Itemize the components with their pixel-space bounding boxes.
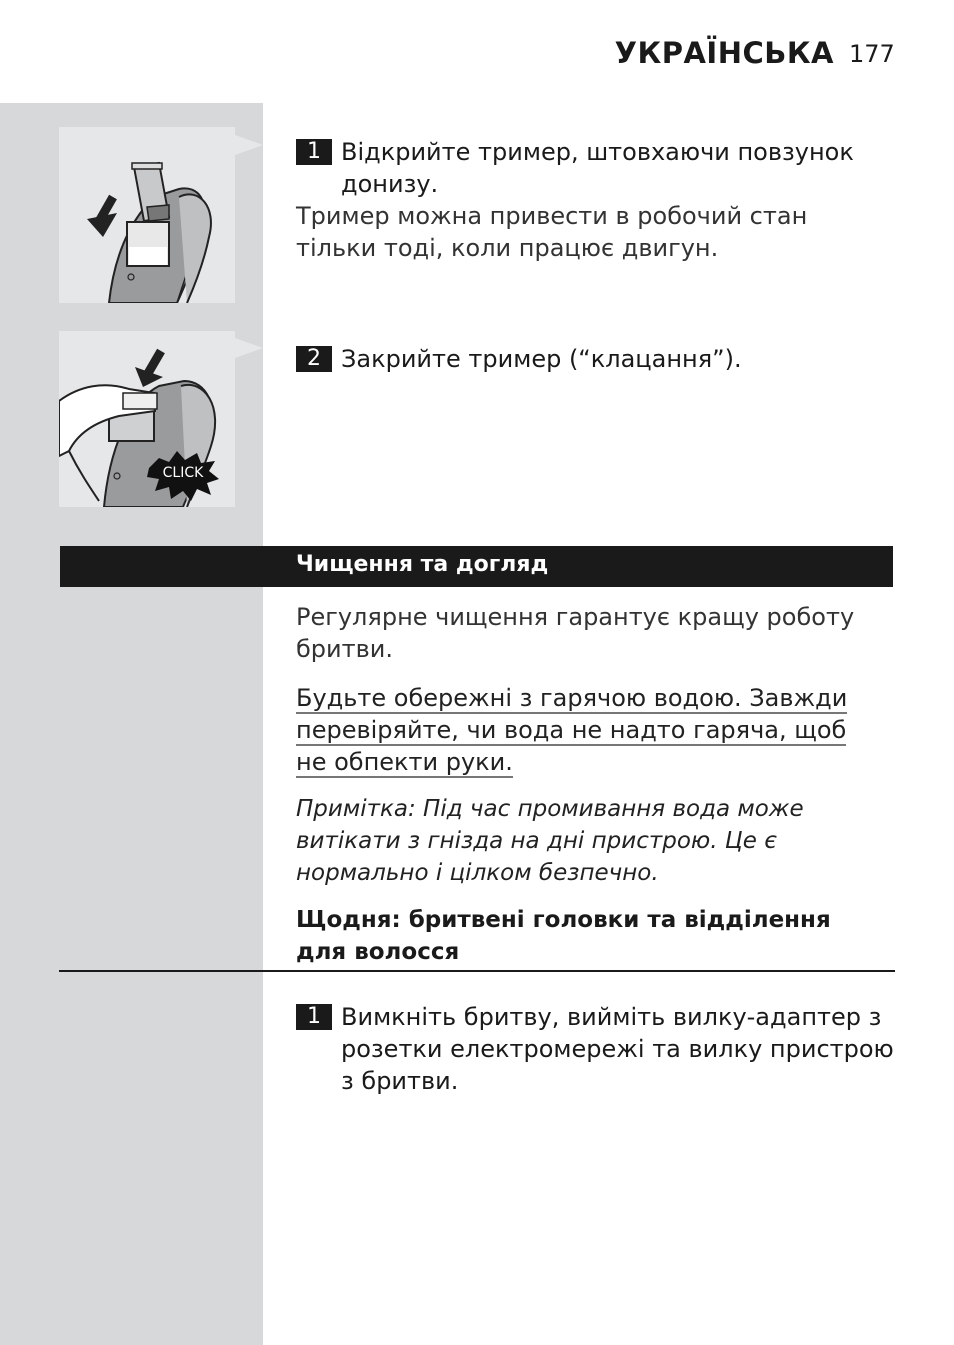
step-text: Відкрийте тример, штовхаючи повзунок донизу. xyxy=(341,138,854,198)
step-number: 1 xyxy=(296,139,332,165)
step-open-trimmer xyxy=(296,136,896,200)
step-note: Тример можна привести в робочий стан тільки тоді, коли працює двигун. xyxy=(296,202,808,262)
step-number: 2 xyxy=(296,346,332,372)
section-header-bar xyxy=(60,546,893,587)
language-header: УКРАЇНСЬКА xyxy=(614,36,834,70)
subheading: Щодня: бритвені головки та відділення для волосся xyxy=(296,907,831,965)
section-title: Чищення та догляд xyxy=(296,552,549,577)
trimmer-open-arrow-illustration xyxy=(59,127,235,303)
warning-text xyxy=(296,682,876,778)
trimmer-close-illustration xyxy=(59,331,235,507)
warning-underlined: Будьте обережні з гарячою водою. Завжди перевіряйте, чи вода не надто гаряча, щоб не обпекти руки. xyxy=(296,684,848,776)
figure-pointer xyxy=(235,135,263,155)
figure-pointer xyxy=(235,338,263,358)
trimmer-open-illustration xyxy=(59,127,235,303)
down-arrow-icon xyxy=(135,351,163,387)
section-intro: Регулярне чищення гарантує кращу роботу бритви. xyxy=(296,603,855,663)
page-number: 177 xyxy=(849,40,895,68)
step-number: 1 xyxy=(296,1004,332,1030)
step-unplug-shaver xyxy=(296,1001,896,1097)
divider-rule xyxy=(59,970,895,972)
step-text: Вимкніть бритву, вийміть вилку-адаптер з розетки електромережі та вилку пристрою з бритви. xyxy=(341,1003,894,1095)
trimmer-close-click-illustration xyxy=(59,331,235,507)
click-badge-label: CLICK xyxy=(162,465,204,481)
note-text: Примітка: Під час промивання вода може витікати з гнізда на дні пристрою. Це є нормально і цілком безпечно. xyxy=(296,796,804,886)
step-close-trimmer xyxy=(296,343,896,375)
down-arrow-icon xyxy=(87,197,117,237)
step-text: Закрийте тример (“клацання”). xyxy=(341,345,742,373)
